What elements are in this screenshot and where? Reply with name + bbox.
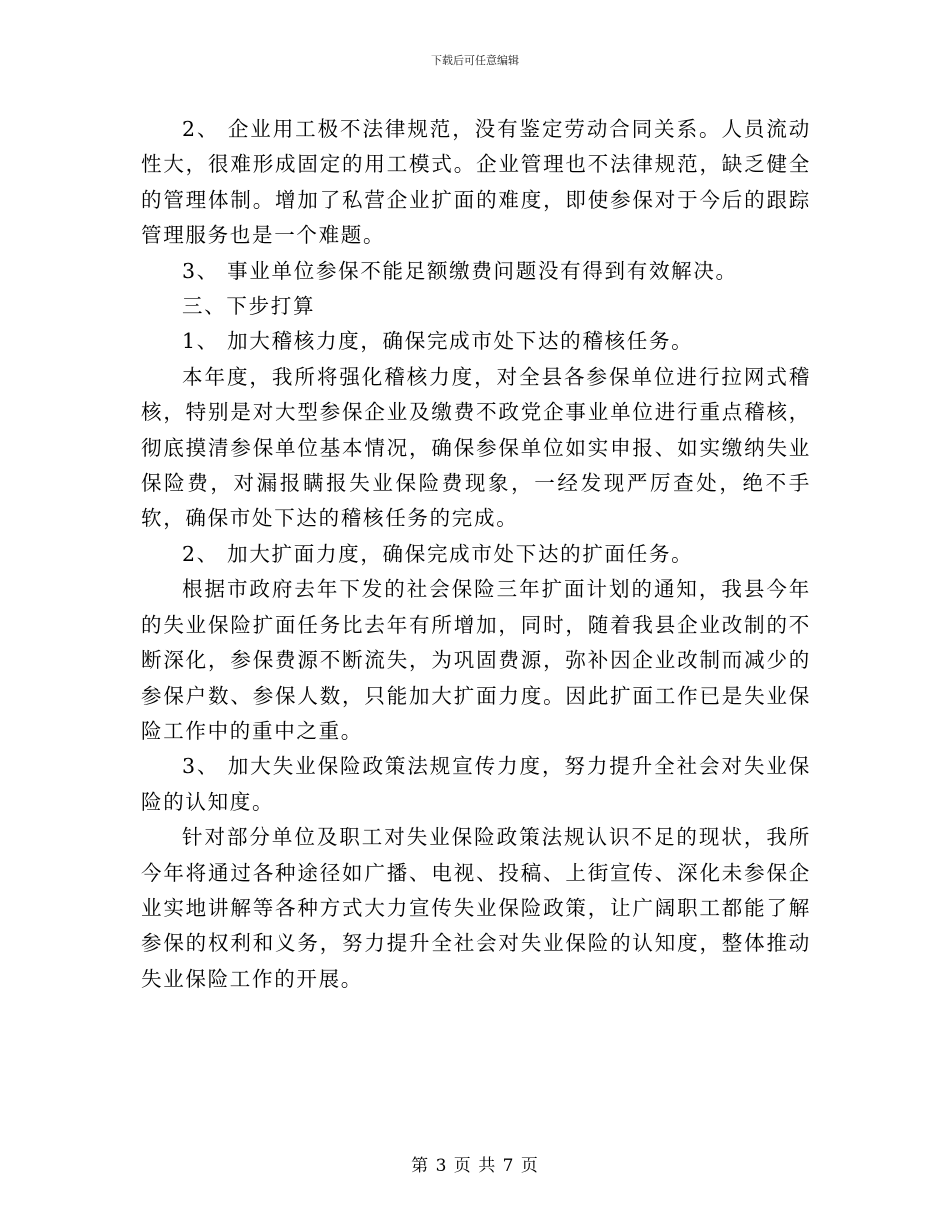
paragraph-step-2-heading: 2、 加大扩面力度，确保完成市处下达的扩面任务。 [182,541,694,566]
page-number-footer: 第 3 页 共 7 页 [411,1156,539,1176]
paragraph-item-2-employment: 2、 企业用工极不法律规范，没有鉴定劳动合同关系。人员流动性大，很难形成固定的用工模式。企业管理也不法律规范，缺乏健全的管理体制。增加了私营企业扩面的难度，即使参保对于今后的跟踪管理服务也是一个难题。 [141,117,811,248]
section-heading-next-steps: 三、下步打算 [182,294,316,319]
paragraph-item-3-payment: 3、 事业单位参保不能足额缴费问题没有得到有效解决。 [182,258,738,283]
paragraph-step-3-heading: 3、 加大失业保险政策法规宣传力度，努力提升全社会对失业保险的认知度。 [141,754,811,814]
paragraph-step-1-heading: 1、 加大稽核力度，确保完成市处下达的稽核任务。 [182,329,694,354]
paragraph-step-1-body: 本年度，我所将强化稽核力度，对全县各参保单位进行拉网式稽核，特别是对大型参保企业及缴费不政党企事业单位进行重点稽核，彻底摸清参保单位基本情况，确保参保单位如实申报、如实缴纳失业保险费，对漏报瞒报失业保险费现象，一经发现严厉查处，绝不手软，确保市处下达的稽核任务的完成。 [141,364,811,531]
page-header-note: 下载后可任意编辑 [431,54,519,67]
paragraph-step-3-body: 针对部分单位及职工对失业保险政策法规认识不足的现状，我所今年将通过各种途径如广播、电视、投稿、上街宣传、深化未参保企业实地讲解等各种方式大力宣传失业保险政策，让广阔职工都能了解参保的权利和义务，努力提升全社会对失业保险的认知度，整体推动失业保险工作的开展。 [141,825,811,991]
document-body [141,112,811,997]
paragraph-step-2-body: 根据市政府去年下发的社会保险三年扩面计划的通知，我县今年的失业保险扩面任务比去年有所增加，同时，随着我县企业改制的不断深化，参保费源不断流失，为巩固费源，弥补因企业改制而减少的参保户数、参保人数，只能加大扩面力度。因此扩面工作已是失业保险工作中的重中之重。 [141,577,811,743]
